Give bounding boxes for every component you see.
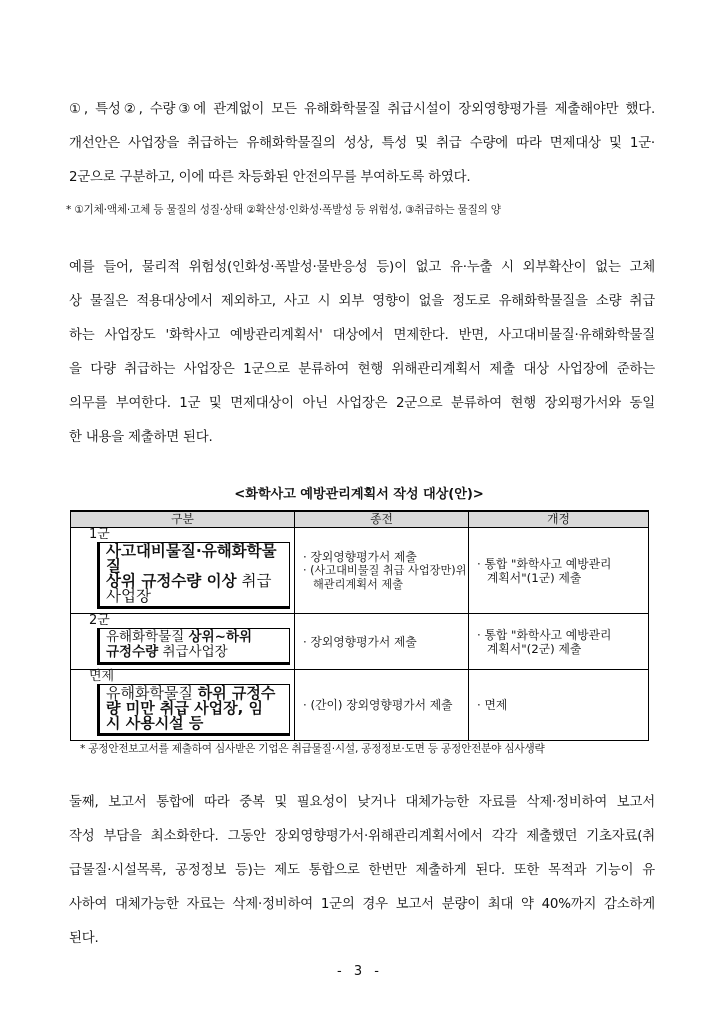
- category-description: [97, 542, 290, 609]
- description-text: 취급: [236, 572, 272, 590]
- column-header: 종전: [295, 511, 469, 528]
- revised-item: · 면제: [477, 698, 508, 712]
- table-row: [71, 670, 649, 741]
- paragraph-example: [69, 251, 655, 455]
- text-line: 둘째, 보고서 통합에 따라 중복 및 필요성이 낮거나 대체가능한 자료를 삭제·정비하여 보고서: [69, 795, 655, 810]
- text-line: 하는 사업장도 '화학사고 예방관리계획서' 대상에서 면제한다. 반면, 사고대비물질·유해화학물질: [69, 328, 655, 343]
- footnote-exemption: * 공정안전보고서를 제출하여 심사받은 기업은 취급물질·시설, 공정정보·도면 등 공정안전분야 심사생략: [80, 743, 545, 755]
- paragraph-intro: [69, 93, 655, 195]
- table-row: [71, 614, 649, 670]
- table-row: [71, 528, 649, 614]
- paragraph-second: [69, 786, 655, 956]
- description-emphasis: 규정수량: [106, 644, 159, 660]
- category-cell: [71, 528, 295, 614]
- category-description: [97, 684, 290, 736]
- category-description: [97, 628, 290, 665]
- previous-item: 해관리계획서 제출: [313, 577, 404, 591]
- text-line: 된다.: [69, 931, 99, 946]
- previous-item: · 장외영향평가서 제출: [303, 549, 417, 564]
- group-label: 면제: [89, 669, 115, 684]
- revised-cell: [469, 670, 649, 741]
- text-line: 상 물질은 적용대상에서 제외하고, 사고 시 외부 영향이 없을 정도로 유해화학물질을 소량 취급: [69, 294, 655, 309]
- page-number: - 3 -: [337, 964, 383, 979]
- description-text: 유해화학물질: [106, 684, 198, 702]
- description-emphasis: 하위 규정수: [197, 684, 276, 702]
- previous-cell: [295, 670, 469, 741]
- category-cell: [71, 670, 295, 741]
- table-header-row: [71, 511, 649, 528]
- footnote-criteria: * ①기체·액체·고체 등 물질의 성질·상태 ②확산성·인화성·폭발성 등 위험성, ③취급하는 물질의 양: [66, 204, 501, 216]
- text-line: 2군으로 구분하고, 이에 따른 차등화된 안전의무를 부여하도록 하였다.: [69, 170, 471, 185]
- revised-item: · 통합 "화학사고 예방관리: [477, 556, 612, 571]
- description-emphasis: 상위 규정수량 이상: [106, 572, 237, 590]
- revised-cell: [469, 528, 649, 614]
- group-label: 1군: [89, 527, 110, 542]
- text-line: 급물질·시설목록, 공정정보 등)는 제도 통합으로 한번만 제출하게 된다. 또한 목적과 기능이 유: [69, 863, 655, 878]
- revised-cell: [469, 614, 649, 670]
- previous-item: · 장외영향평가서 제출: [303, 634, 417, 649]
- revised-item: 계획서"(1군) 제출: [487, 570, 582, 585]
- description-text: 취급사업장: [158, 644, 228, 660]
- text-line: ①, 특성②, 수량③에 관계없이 모든 유해화학물질 취급시설이 장외영향평가를 제출해야만 했다.: [69, 102, 655, 117]
- text-line: 사하여 대체가능한 자료는 삭제·정비하여 1군의 경우 보고서 분량이 최대 약 40%까지 감소하게: [69, 897, 655, 912]
- column-header: 개정: [469, 511, 649, 528]
- text-line: 개선안은 사업장을 취급하는 유해화학물질의 성상, 특성 및 취급 수량에 따라 면제대상 및 1군·: [69, 136, 655, 151]
- previous-cell: [295, 614, 469, 670]
- description-text: 유해화학물질: [106, 629, 189, 645]
- previous-cell: [295, 528, 469, 614]
- text-line: 작성 부담을 최소화한다. 그동안 장외영향평가서·위해관리계획서에서 각각 제출했던 기초자료(취: [69, 829, 655, 844]
- description-line: 시 사용시설 등: [106, 714, 204, 732]
- text-line: 예를 들어, 물리적 위험성(인화성·폭발성·물반응성 등)이 없고 유·누출 시 외부확산이 없는 고체: [69, 260, 655, 275]
- group-label: 2군: [89, 613, 110, 628]
- text-line: 의무를 부여한다. 1군 및 면제대상이 아닌 사업장은 2군으로 분류하여 현행 장외평가서와 동일: [69, 396, 655, 411]
- target-table: [70, 510, 649, 741]
- column-header: 구분: [71, 511, 295, 528]
- category-cell: [71, 614, 295, 670]
- previous-item: · (사고대비물질 취급 사업장만)위: [303, 563, 467, 577]
- revised-item: 계획서"(2군) 제출: [487, 641, 582, 656]
- description-line: 사고대비물질·유해화학물질: [106, 542, 277, 575]
- description-line: 사업장: [106, 587, 151, 605]
- table-caption: <화학사고 예방관리계획서 작성 대상(안)>: [234, 487, 484, 502]
- text-line: 한 내용을 제출하면 된다.: [69, 430, 213, 445]
- description-line: 량 미만 취급 사업장, 임: [106, 699, 263, 717]
- previous-item: · (간이) 장외영향평가서 제출: [303, 698, 453, 712]
- text-line: 을 다량 취급하는 사업장은 1군으로 분류하여 현행 위해관리계획서 제출 대상 사업장에 준하는: [69, 362, 655, 377]
- revised-item: · 통합 "화학사고 예방관리: [477, 627, 612, 642]
- description-emphasis: 상위~하위: [188, 629, 253, 645]
